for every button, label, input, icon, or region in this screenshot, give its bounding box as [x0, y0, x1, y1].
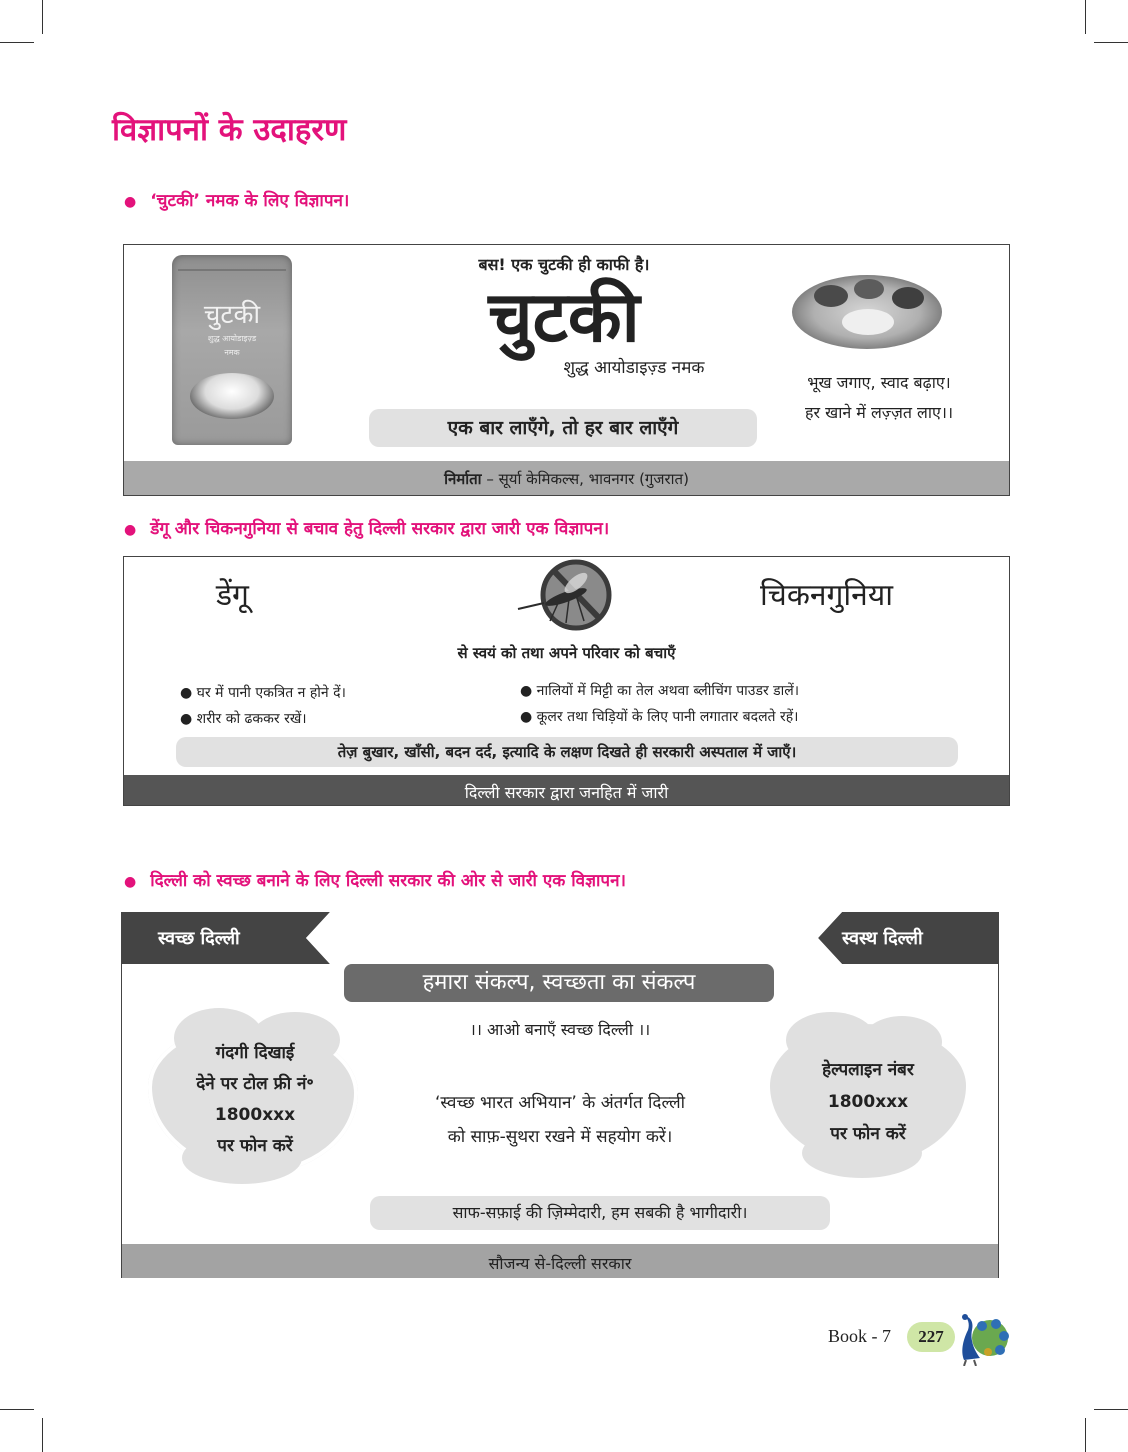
ad1-caption: ‘चुटकी’ नमक के लिए विज्ञापन। — [150, 191, 350, 211]
crop-mark — [1085, 1418, 1086, 1452]
ad2-caption: डेंगू और चिकनगुनिया से बचाव हेतु दिल्ली सरकार द्वारा जारी एक विज्ञापन। — [150, 519, 610, 539]
bullet-icon: ● — [520, 683, 537, 699]
crop-mark — [0, 1409, 34, 1410]
page-number: 227 — [907, 1322, 955, 1352]
no-mosquito-icon — [514, 557, 624, 637]
salt-packet-image — [172, 255, 292, 445]
ad3-middle-line1: ‘स्वच्छ भारत अभियान’ के अंतर्गत दिल्ली — [434, 1093, 686, 1113]
ad2-tip-left-1: ● घर में पानी एकत्रित न होने दें। — [180, 685, 346, 701]
ad3-caption: दिल्ली को स्वच्छ बनाने के लिए दिल्ली सरकार की ओर से जारी एक विज्ञापन। — [150, 871, 626, 891]
ad2-left-title: डेंगू — [216, 578, 249, 613]
ad1-side-line2: हर खाने में लज़्ज़त लाए।। — [804, 403, 954, 422]
ad1-caption-row — [124, 188, 349, 211]
ad3-middle-line2: को साफ़-सुथरा रखने में सहयोग करें। — [447, 1127, 673, 1147]
peacock-icon — [950, 1310, 1012, 1366]
bullet-icon: ● — [124, 194, 137, 210]
book-label: Book - 7 — [828, 1326, 891, 1346]
ad3-box — [121, 912, 999, 1278]
crop-mark — [1094, 1409, 1128, 1410]
crop-mark — [0, 42, 34, 43]
ad1-maker-text: – सूर्या केमिकल्स, भावनगर (गुजरात) — [481, 470, 689, 488]
ad3-call: ।। आओ बनाएँ स्वच्छ दिल्ली ।। — [469, 1020, 651, 1039]
ad1-brand-sub: शुद्ध आयोडाइज़्ड नमक — [563, 358, 705, 378]
ad2-box — [123, 556, 1010, 806]
ad1-maker-label: निर्माता — [444, 470, 482, 488]
thali-image — [792, 275, 942, 349]
bullet-icon: ● — [180, 711, 197, 727]
bullet-icon: ● — [124, 522, 137, 538]
packet-sub1: शुद्ध आयोडाइज़्ड — [207, 334, 257, 343]
ad3-left-tab: स्वच्छ दिल्ली — [158, 928, 240, 949]
ad3-right-tab: स्वस्थ दिल्ली — [842, 928, 923, 949]
ad3-footer: सौजन्य से-दिल्ली सरकार — [488, 1254, 632, 1273]
page-heading: विज्ञापनों के उदाहरण — [112, 112, 347, 148]
ad2-subtitle: से स्वयं को तथा अपने परिवार को बचाएँ — [457, 644, 676, 662]
ad1-brand-big: चुटकी — [488, 275, 640, 358]
ad1-maker-line — [124, 469, 1009, 489]
crop-mark — [1094, 42, 1128, 43]
ad2-tip-right-2: ● कूलर तथा चिड़ियों के लिए पानी लगातार बदलते रहें। — [520, 709, 799, 725]
ad2-right-title: चिकनगुनिया — [760, 578, 893, 613]
ad3-left-cloud-text: गंदगी दिखाई देने पर टोल फ्री नं॰ 1800xxx पर फोन करें — [196, 1043, 314, 1156]
salt-bowl-icon — [190, 373, 274, 419]
rice-icon — [842, 309, 894, 335]
packet-zip — [178, 269, 286, 271]
packet-sub2: नमक — [224, 348, 240, 357]
ad3-slogan: साफ-सफ़ाई की ज़िम्मेदारी, हम सबकी है भागीदारी। — [370, 1196, 830, 1230]
ad3-resolve: हमारा संकल्प, स्वच्छता का संकल्प — [344, 964, 774, 1002]
bowl-icon — [854, 279, 884, 299]
packet-brand: चुटकी — [203, 300, 261, 330]
crop-mark — [1085, 0, 1086, 34]
bowl-icon — [814, 285, 848, 307]
ad3-caption-row — [124, 868, 626, 891]
ad2-tip-right-1: ● नालियों में मिट्टी का तेल अथवा ब्लीचिंग पाउडर डालें। — [520, 683, 800, 699]
ad2-footer: दिल्ली सरकार द्वारा जनहित में जारी — [464, 783, 669, 802]
ad2-warning: तेज़ बुखार, खाँसी, बदन दर्द, इत्यादि के लक्षण दिखते ही सरकारी अस्पताल में जाएँ। — [176, 737, 958, 767]
crop-mark — [42, 1418, 43, 1452]
ad1-side-line1: भूख जगाए, स्वाद बढ़ाए। — [807, 373, 951, 392]
bowl-icon — [892, 287, 924, 309]
bullet-icon: ● — [520, 709, 537, 725]
ad1-box — [123, 244, 1010, 496]
ad2-tip-left-2: ● शरीर को ढककर रखें। — [180, 711, 307, 727]
ad2-caption-row — [124, 516, 609, 539]
bullet-icon: ● — [124, 874, 137, 890]
ad1-tagline: बस! एक चुटकी ही काफी है। — [478, 255, 650, 274]
ad3-right-cloud-text: हेल्पलाइन नंबर 1800xxx पर फोन करें — [822, 1060, 914, 1144]
crop-mark — [42, 0, 43, 34]
bullet-icon: ● — [180, 685, 197, 701]
ad1-slogan: एक बार लाएँगे, तो हर बार लाएँगे — [369, 409, 757, 447]
